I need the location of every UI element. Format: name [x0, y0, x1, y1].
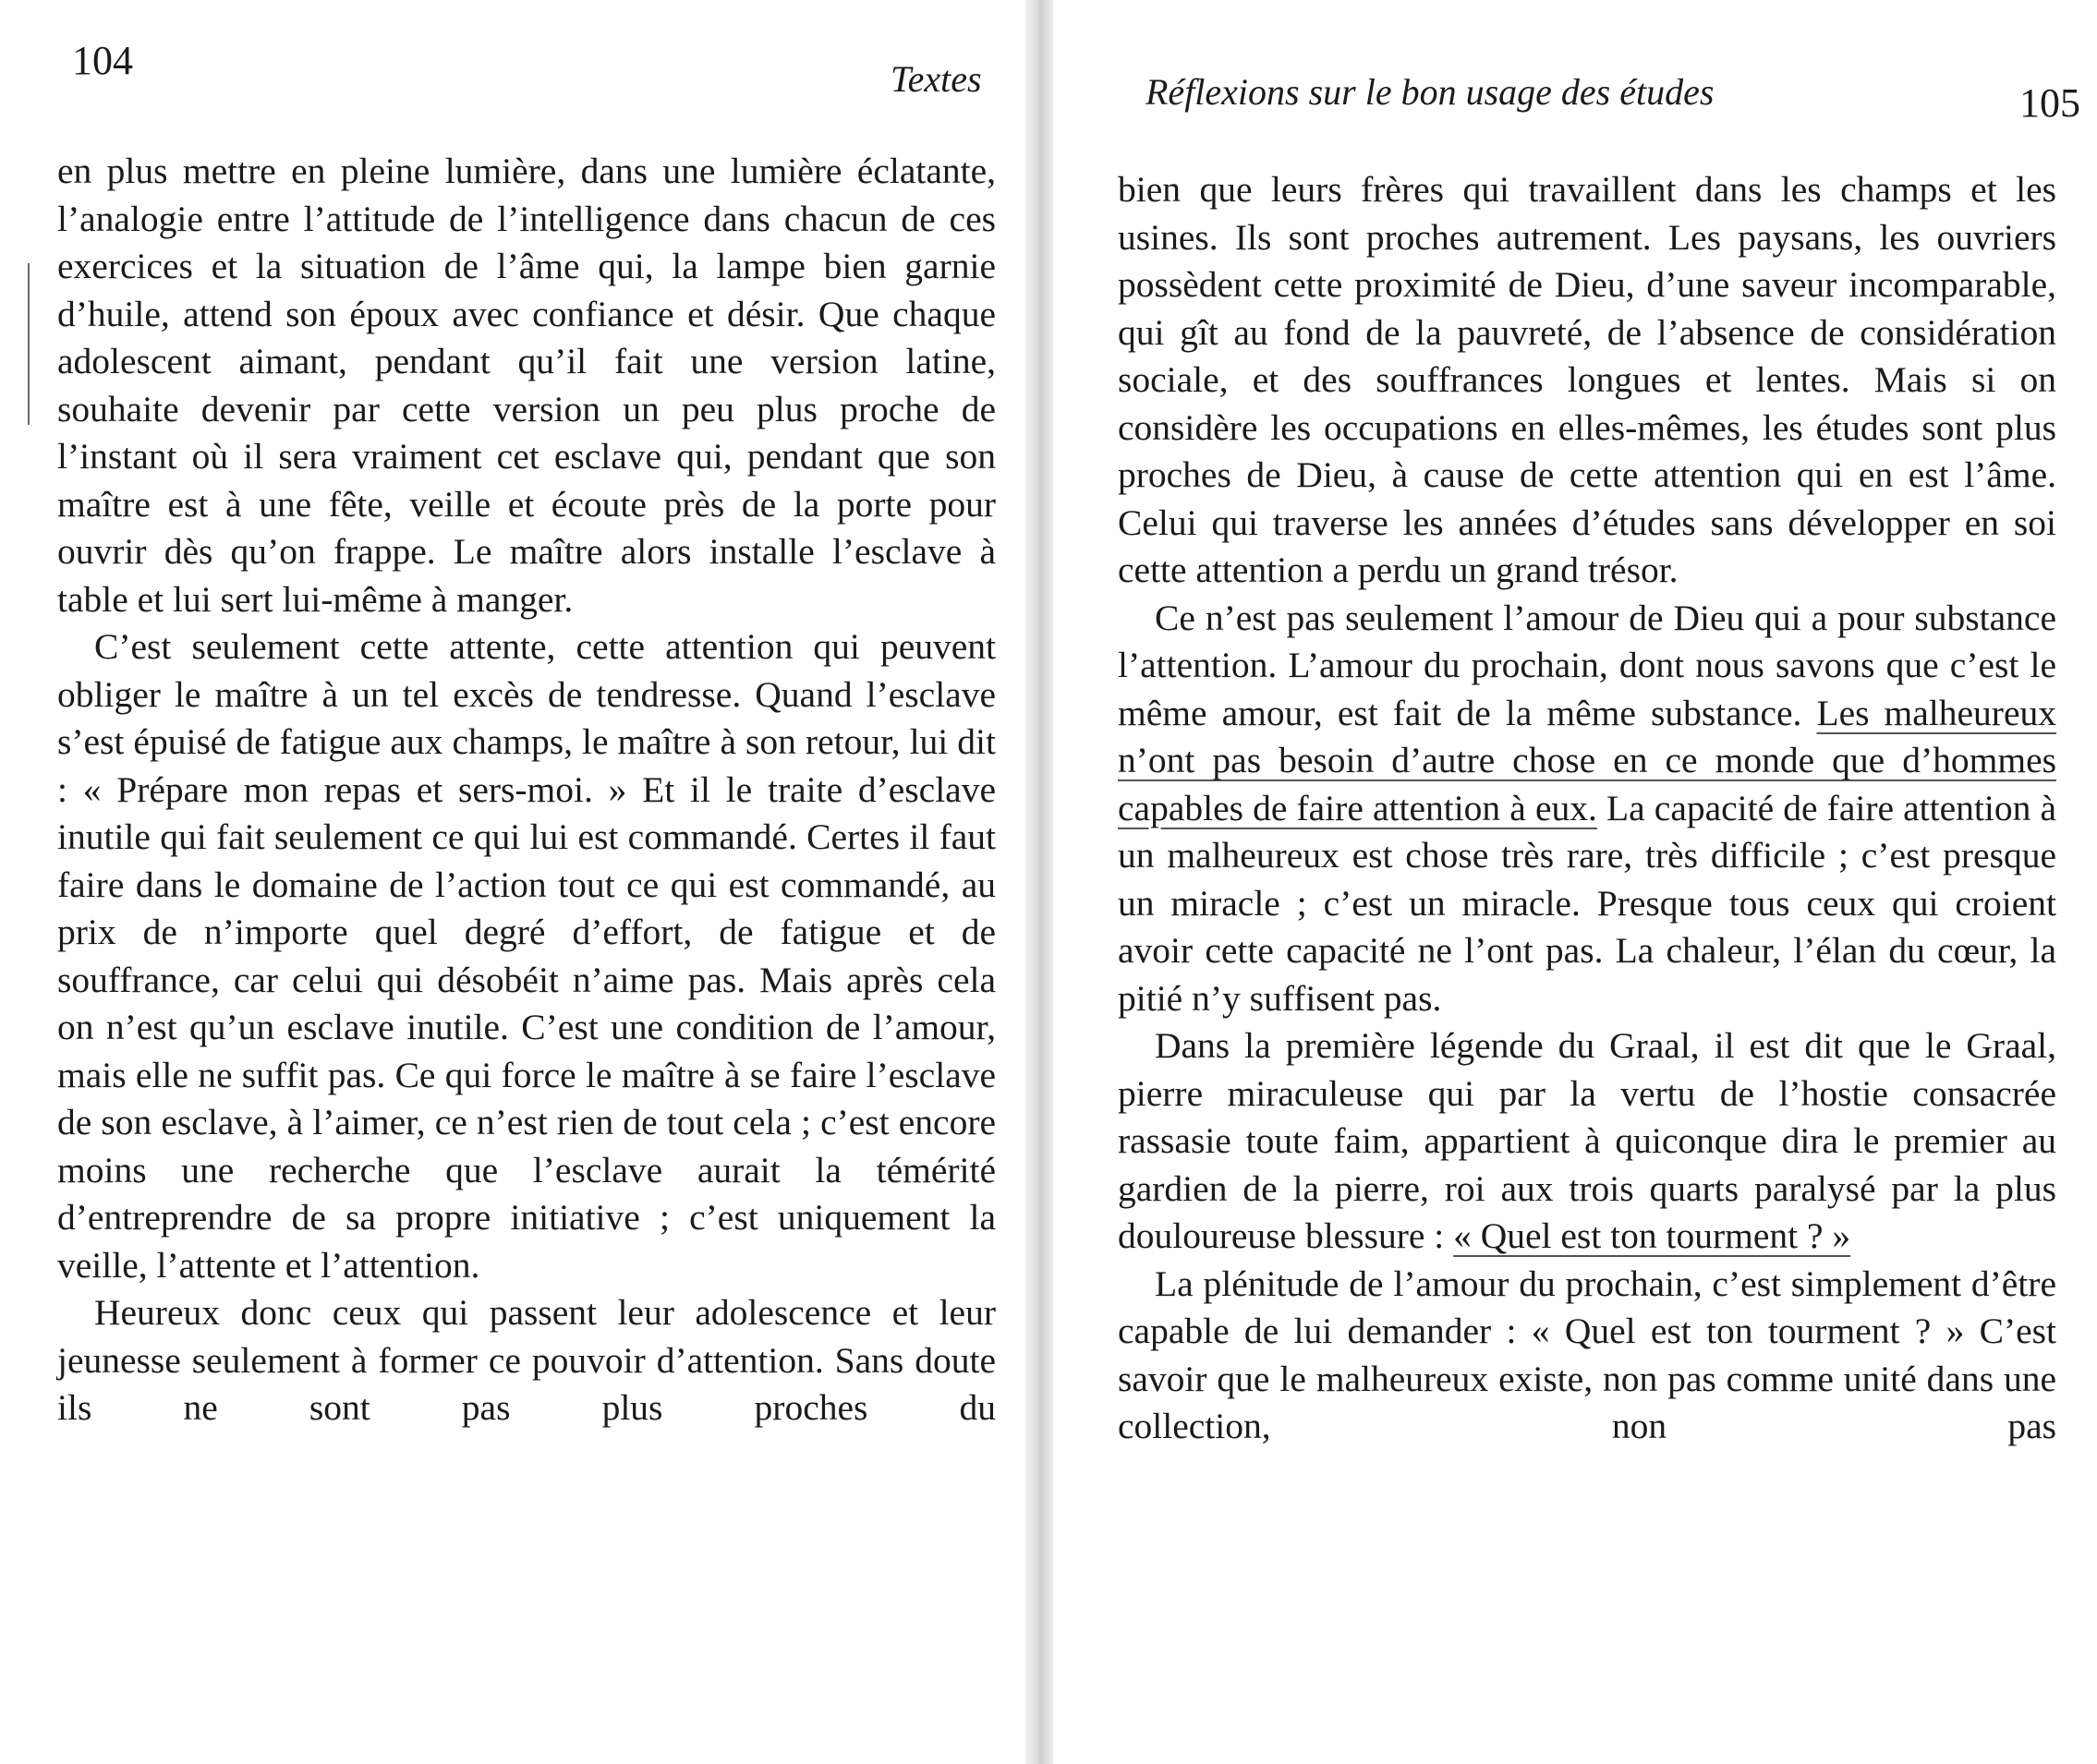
running-head-right: Réflexions sur le bon usage des études	[1145, 71, 1715, 113]
left-page	[0, 0, 1025, 1764]
paragraph: La plénitude de l’amour du prochain, c’est simplement d’être capable de lui demander : « Quel est ton tourment ? » C’est savoir que le malheureux existe, non pas comme unité dans une collection, non pas	[1118, 1263, 2056, 1446]
paragraph: Heureux donc ceux qui passent leur adolescence et leur jeunesse seulement à former ce pouvoir d’attention. Sans doute ils ne sont pas plus proches du	[57, 1292, 996, 1428]
text-run: Ce n’est pas seulement l’amour de Dieu qui a pour substance l’attention. L’amour du prochain, dont nous savons que c’est le même amour, est fait de la même substance.	[1118, 597, 2056, 733]
text-run: La capacité de faire attention à un malheureux est chose très rare, très difficile ; c’est presque un miracle ; c’est un miracle. Presque tous ceux qui croient avoir cette capacité ne l’ont pas. La chaleur, l’élan du cœur, la pitié n’y suffisent pas.	[1118, 787, 2057, 1019]
paragraph	[1118, 1022, 2056, 1261]
paragraph: en plus mettre en pleine lumière, dans une lumière éclatante, l’analogie entre l’attitude de l’intelligence dans chacun de ces exercices et la situation de l’âme qui, la lampe bien garnie d’huile, attend son époux avec confiance et désir. Que chaque adolescent aimant, pendant qu’il fait une version latine, souhaite devenir par cette version un peu plus proche de l’instant où il sera vraiment cet esclave qui, pendant que son maître est à une fête, veille et écoute près de la porte pour ouvrir dès qu’on frappe. Le maître alors installe l’esclave à table et lui sert lui-même à manger.	[57, 151, 996, 620]
page-number-left: 104	[72, 38, 133, 83]
underlined-passage: Les malheureux n’ont pas besoin d’autre chose en ce monde que d’hommes capables de faire attention à eux.	[1118, 692, 2056, 828]
right-page-body	[1118, 166, 2056, 1451]
margin-pencil-mark	[28, 263, 30, 425]
paragraph	[1118, 595, 2056, 1023]
page-number-right: 105	[2019, 80, 2080, 126]
text-run: Dans la première légende du Graal, il est dit que le Graal, pierre miraculeuse qui par la vertu de l’hostie consacrée rassasie toute faim, appartient à quiconque dira le premier au gardien de la pierre, roi aux trois quarts paralysé par la plus douloureuse blessure :	[1118, 1025, 2056, 1256]
running-head-left: Textes	[891, 58, 982, 100]
left-page-body	[57, 148, 996, 1432]
book-gutter	[1025, 0, 1053, 1764]
paragraph: bien que leurs frères qui travaillent dans les champs et les usines. Ils sont proches autrement. Les paysans, les ouvriers possèdent cette proximité de Dieu, d’une saveur incomparable, qui gît au fond de la pauvreté, de l’absence de considération sociale, et des souffrances longues et lentes. Mais si on considère les occupations en elles-mêmes, les études sont plus proches de Dieu, à cause de cette attention qui en est l’âme. Celui qui traverse les années d’études sans développer en soi cette attention a perdu un grand trésor.	[1118, 169, 2056, 590]
paragraph: C’est seulement cette attente, cette attention qui peuvent obliger le maître à un tel excès de tendresse. Quand l’esclave s’est épuisé de fatigue aux champs, le maître à son retour, lui dit : « Prépare mon repas et sers-moi. » Et il le traite d’esclave inutile qui fait seulement ce qui lui est commandé. Certes il faut faire dans le domaine de l’action tout ce qui est commandé, au prix de n’importe quel degré d’effort, de fatigue et de souffrance, car celui qui désobéit n’aime pas. Mais après cela on n’est qu’un esclave inutile. C’est une condition de l’amour, mais elle ne suffit pas. Ce qui force le maître à se faire l’esclave de son esclave, à l’aimer, ce n’est rien de tout cela ; c’est encore moins une recherche que l’esclave aurait la témérité d’entreprendre de sa propre initiative ; c’est uniquement la veille, l’attente et l’attention.	[57, 626, 996, 1286]
right-page	[1053, 0, 2097, 1764]
underlined-passage: « Quel est ton tourment ? »	[1453, 1215, 1851, 1256]
